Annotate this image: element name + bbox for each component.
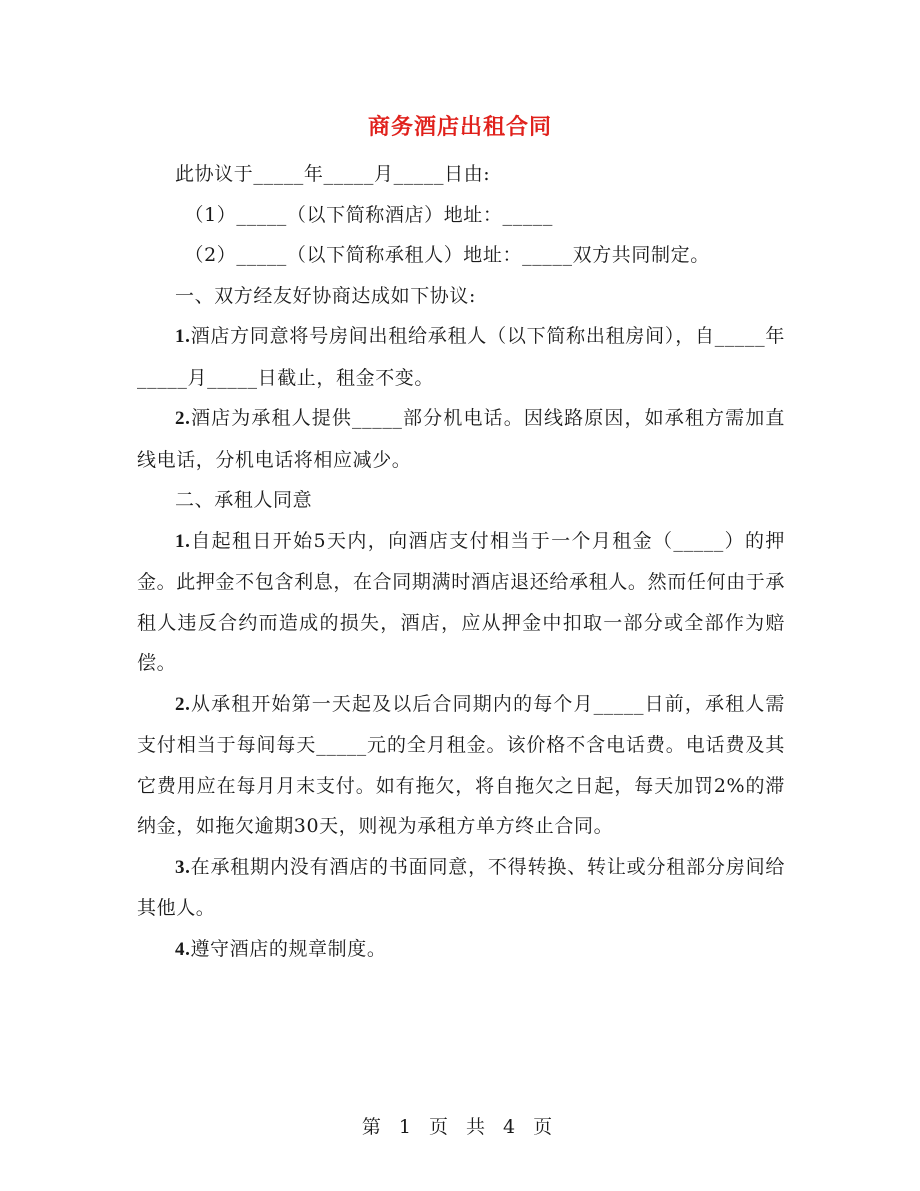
paragraph-text: （2）_____（以下简称承租人）地址：_____双方共同制定。 xyxy=(184,244,710,266)
page-number-footer: 第 1 页 共 4 页 xyxy=(361,1116,559,1138)
clause-number: 2. xyxy=(175,408,191,429)
paragraph-text: 此协议于_____年_____月_____日由: xyxy=(175,163,491,185)
clause-2-3 xyxy=(137,847,785,929)
clause-2-2 xyxy=(137,684,785,847)
clause-1-1 xyxy=(137,316,785,398)
paragraph-party-1 xyxy=(137,195,785,236)
paragraph-text: 一、双方经友好协商达成如下协议: xyxy=(175,284,477,307)
paragraph-text: 自起租日开始5天内，向酒店支付相当于一个月租金（_____）的押金。此押金不包含利息，在合同期满时酒店退还给承租人。然而任何由于承租人违反合约而造成的损失，酒店，应从押金中扣取一部分或全部作为赔偿。 xyxy=(137,529,785,674)
clause-number: 3. xyxy=(175,856,191,878)
paragraph-party-2 xyxy=(137,235,785,276)
paragraph-intro xyxy=(137,154,785,195)
clause-1-2 xyxy=(137,398,785,480)
paragraph-text: 从承租开始第一天起及以后合同期内的每个月_____日前，承租人需支付相当于每间每天_____元的全月租金。该价格不含电话费。电话费及其它费用应在每月月末支付。如有拖欠，将自拖欠之日起，每天加罚2%的滞纳金，如拖欠逾期30天，则视为承租方单方终止合同。 xyxy=(137,692,785,837)
document-body xyxy=(137,154,785,970)
section-heading-2 xyxy=(137,480,785,521)
clause-number: 1. xyxy=(175,530,191,552)
paragraph-text: 在承租期内没有酒店的书面同意，不得转换、转让或分租部分房间给其他人。 xyxy=(137,855,785,919)
clause-2-4 xyxy=(137,929,785,971)
clause-2-1 xyxy=(137,521,785,684)
paragraph-text: （1）_____（以下简称酒店）地址：_____ xyxy=(184,203,553,226)
clause-number: 4. xyxy=(175,938,191,960)
paragraph-text: 酒店为承租人提供_____部分机电话。因线路原因，如承租方需加直线电话，分机电话将相应减少。 xyxy=(137,407,785,471)
clause-number: 1. xyxy=(175,326,191,347)
paragraph-text: 遵守酒店的规章制度。 xyxy=(190,937,387,960)
paragraph-text: 酒店方同意将号房间出租给承租人（以下简称出租房间），自_____年_____月_____日截止，租金不变。 xyxy=(137,325,785,389)
section-heading-1 xyxy=(137,276,785,317)
clause-number: 2. xyxy=(175,693,191,715)
paragraph-text: 二、承租人同意 xyxy=(175,489,313,511)
document-title: 商务酒店出租合同 xyxy=(367,114,552,140)
